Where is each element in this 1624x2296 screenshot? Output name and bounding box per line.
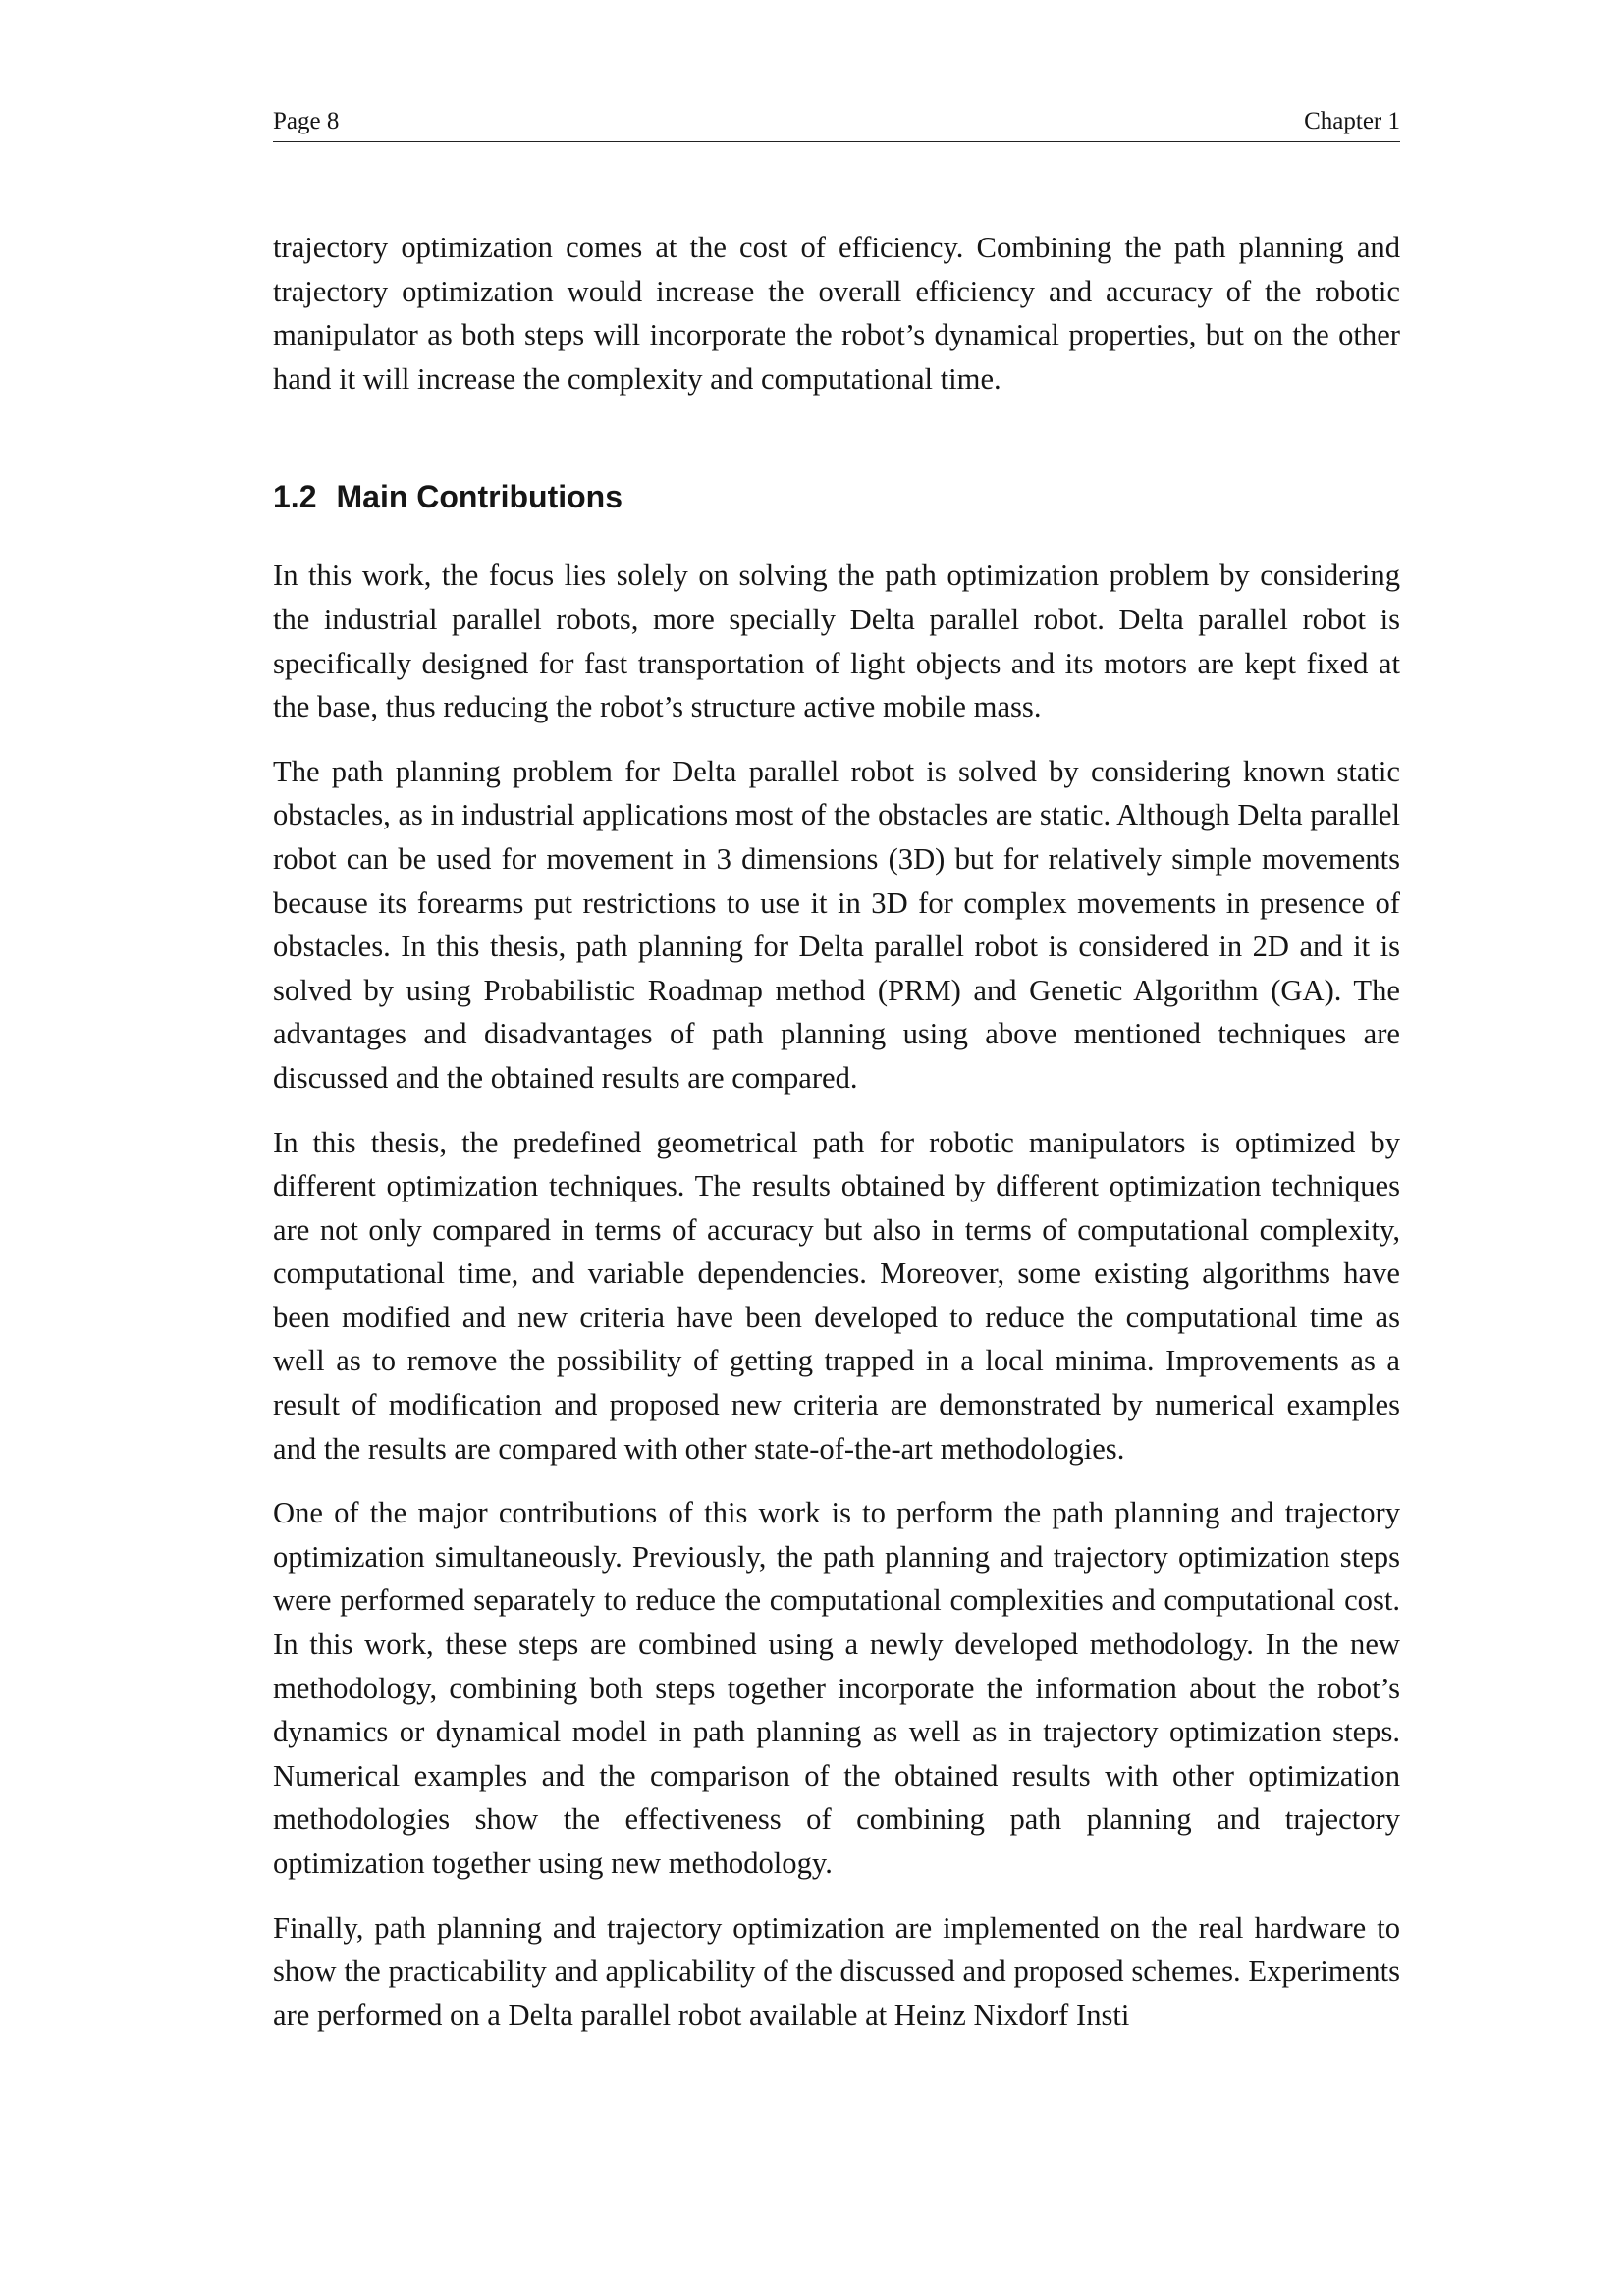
paragraph: The path planning problem for Delta parallel robot is solved by considering known static obstacles, as in industrial applications most of the obstacles are static. Although Delta parallel robot can be used for movement in 3 dimensions (3D) but for relatively simple movements because its forearms put restrictions to use it in 3D for complex movements in presence of obstacles. In this thesis, path planning for Delta parallel robot is considered in 2D and it is solved by using Probabilistic Roadmap method (PRM) and Genetic Algorithm (GA). The advantages and disadvantages of path planning using above mentioned techniques are discussed and the obtained results are compared. <box>273 754 1400 1095</box>
section-number: 1.2 <box>273 479 317 515</box>
paragraph: In this thesis, the predefined geometrical path for robotic manipulators is optimized by different optimization techniques. The results obtained by different optimization techniques are not only compared in terms of accuracy but also in terms of computational complexity, computational time, and variable dependencies. Moreover, some existing algorithms have been modified and new criteria have been developed to reduce the computational time as well as to remove the possibility of getting trapped in a local minima. Improvements as a result of modification and proposed new criteria are demonstrated by numerical examples and the results are compared with other state-of-the-art methodologies. <box>273 1125 1400 1466</box>
paragraph: Finally, path planning and trajectory optimization are implemented on the real hardware to show the practicability and applicability of the discussed and proposed schemes. Experiments are performed on a Delta parallel robot available at Heinz Nixdorf Insti <box>273 1910 1400 2032</box>
paragraph: In this work, the focus lies solely on solving the path optimization problem by considering the industrial parallel robots, more specially Delta parallel robot. Delta parallel robot is specifically designed for fast transportation of light objects and its motors are kept fixed at the base, thus reducing the robot’s structure active mobile mass. <box>273 559 1400 724</box>
page-number: Page 8 <box>273 108 340 134</box>
paragraph-continuation: trajectory optimization comes at the cost of efficiency. Combining the path planning and trajectory optimization would increase the overall efficiency and accuracy of the robotic manipulator as both steps will incorporate the robot’s dynamical properties, but on the other hand it will increase the complexity and computational time. <box>273 231 1400 396</box>
page <box>273 106 1400 2037</box>
section-title: Main Contributions <box>336 479 623 515</box>
section-heading <box>273 477 1400 516</box>
chapter-label: Chapter 1 <box>1304 108 1400 134</box>
running-header <box>273 106 1400 142</box>
paragraph: One of the major contributions of this work is to perform the path planning and trajectory optimization simultaneously. Previously, the path planning and trajectory optimization steps were performed separately to reduce the computational complexities and computational cost. In this work, these steps are combined using a newly developed methodology. In the new methodology, combining both steps together incorporate the information about the robot’s dynamics or dynamical model in path planning as well as in trajectory optimization steps. Numerical examples and the comparison of the obtained results with other optimization methodologies show the effectiveness of combining path planning and trajectory optimization together using new methodology. <box>273 1496 1400 1880</box>
